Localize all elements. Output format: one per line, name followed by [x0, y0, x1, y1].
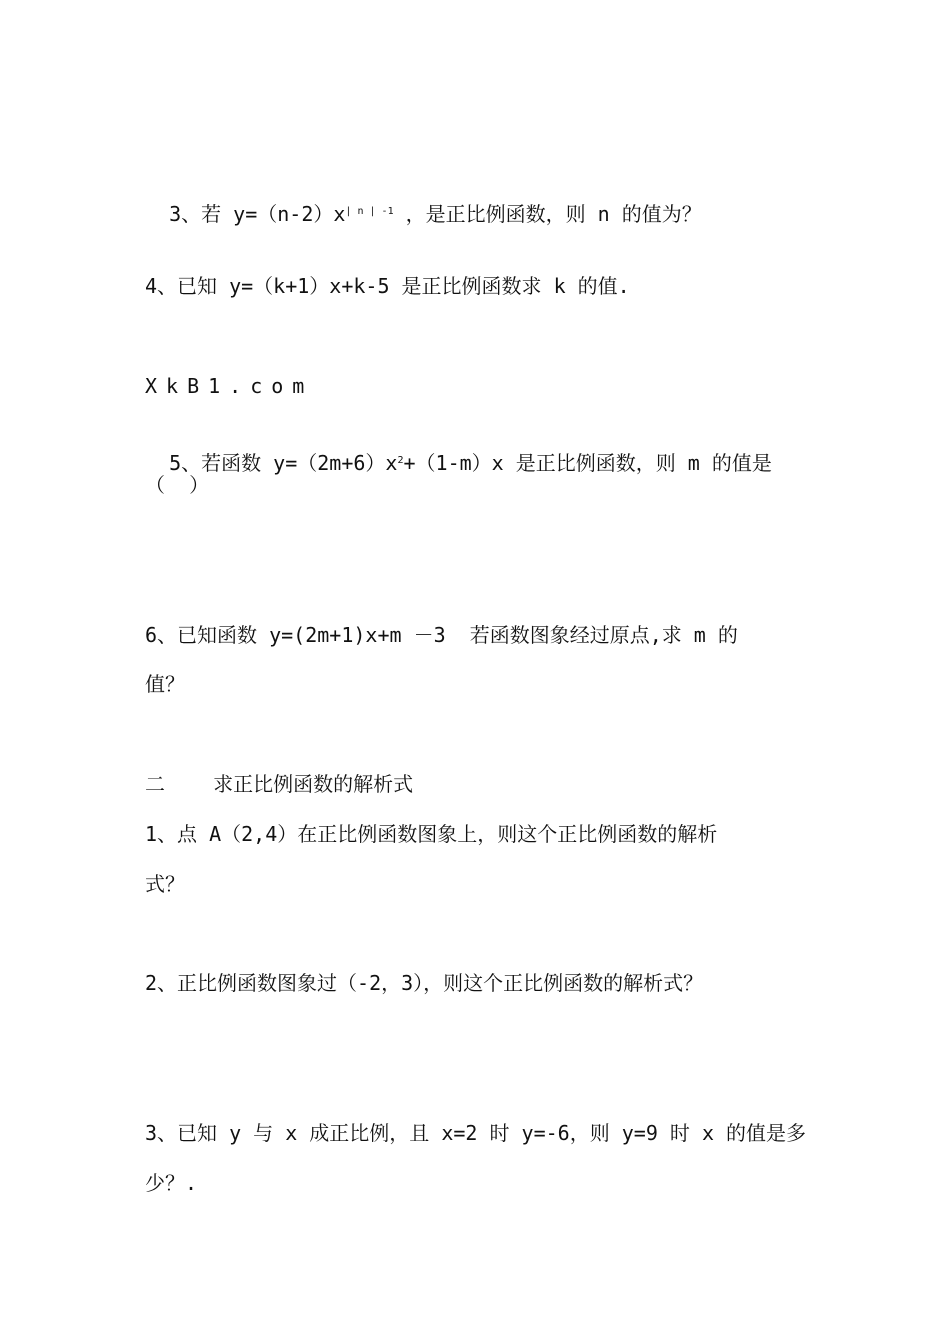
section-2-question-1-line-1: 1、点 A（2,4）在正比例函数图象上，则这个正比例函数的解析: [145, 822, 718, 846]
watermark-text: XkB1.com: [145, 374, 314, 398]
question-6-line-2: 值？: [145, 672, 185, 696]
question-5-text-before: 5、若函数 y=（2m+6）x: [169, 451, 398, 475]
question-6-line-1: 6、已知函数 y=(2m+1)x+m －3 若函数图象经过原点,求 m 的: [145, 623, 738, 647]
question-3-text-after: ，是正比例函数，则 n 的值为？: [393, 202, 702, 226]
section-2-question-3-line-2: 少？.: [145, 1171, 198, 1195]
question-5-exponent: 2: [397, 455, 404, 466]
question-5-line-1: [145, 422, 772, 476]
section-2-question-2: 2、正比例函数图象过（-2，3），则这个正比例函数的解析式？: [145, 971, 704, 995]
section-2-question-3-line-1: 3、已知 y 与 x 成正比例，且 x=2 时 y=-6，则 y=9 时 x 的值是多: [145, 1121, 807, 1145]
question-4: 4、已知 y=（k+1）x+k-5 是正比例函数求 k 的值.: [145, 274, 630, 298]
section-2-heading: 二 求正比例函数的解析式: [145, 772, 414, 796]
question-5-line-2: （ ）: [145, 473, 210, 497]
question-3: [145, 173, 702, 227]
question-5-text-after: +（1-m）x 是正比例函数，则 m 的值是: [403, 451, 772, 475]
section-2-question-1-line-2: 式？: [145, 872, 185, 896]
question-3-exponent: | n | -1: [345, 206, 394, 217]
question-3-text-before: 3、若 y=（n-2）x: [169, 202, 346, 226]
